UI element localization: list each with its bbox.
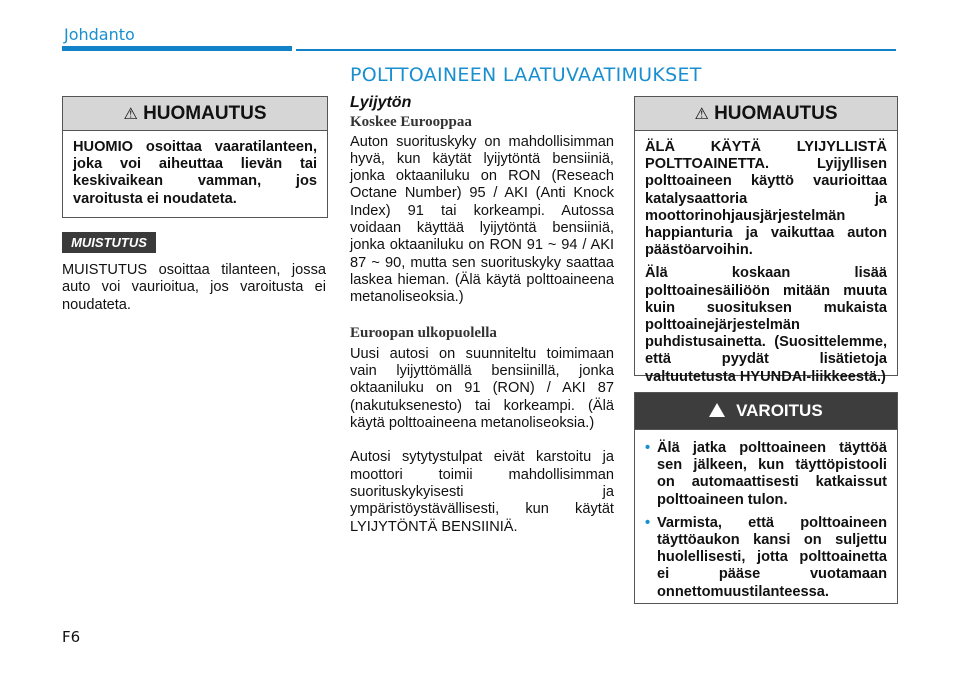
warning-item: • Varmista, että polttoaineen täyttöaukon kansi on suljettu huolellisesti, jotta polttoainetta ei pääse vuotamaan onnettomuustilanteessa. — [645, 515, 887, 601]
warning-outline-icon: ⚠ — [123, 106, 138, 123]
caution-text — [635, 131, 897, 400]
middle-column — [350, 94, 614, 536]
page-number: F6 — [62, 628, 81, 646]
section-bar — [62, 46, 292, 51]
section-label: Johdanto — [64, 25, 135, 44]
warning-header — [635, 393, 897, 430]
warning-icon — [709, 403, 725, 417]
caution-header — [63, 97, 327, 131]
page-title: POLTTOAINEEN LAATUVAATIMUKSET — [350, 64, 702, 86]
caution-header — [635, 97, 897, 131]
subheading-europe: Koskee Eurooppaa — [350, 114, 472, 131]
warning-item: • Älä jatka polttoaineen täyttöä sen jälkeen, kun täyttöpistooli on automaattisesti katkaissut polttoaineen tulon. — [645, 440, 887, 509]
caution-title: HUOMAUTUS — [714, 103, 838, 124]
caution-box-right — [634, 96, 898, 385]
heading-unleaded: Lyijytön — [350, 94, 412, 111]
warning-title: VAROITUS — [736, 401, 823, 420]
caution-title: HUOMAUTUS — [143, 103, 267, 124]
notice-text: MUISTUTUS osoittaa tilanteen, jossa auto voi vaurioitua, jos varoitusta ei noudateta. — [62, 262, 326, 313]
warning-box — [634, 392, 898, 604]
paragraph-europe: Auton suorituskyky on mahdollisimman hyvä, kun käytät lyijytöntä bensiiniä, jonka oktaaniluku on RON (Reseach Octane Number) 95 / AKI (Anti Knock Index) 91 tai korkeampi. Autossa voidaan käyttää lyijytöntä bensiiniä, jonka oktaaniluku on RON 91 ~ 94 / AKI 87 ~ 90, mutta sen suorituskyky saattaa laskea hieman. (Älä käytä polttoaineena metanoliseoksia.) — [350, 133, 614, 306]
subheading-outside-europe: Euroopan ulkopuolella — [350, 324, 497, 341]
paragraph-spark-plugs: Autosi sytytystulpat eivät karstoitu ja moottori toimii mahdollisimman suorituskykyisesti ja ympäristöystävällisesti, kun käytät LYIJYTÖNTÄ BENSIINIÄ. — [350, 449, 614, 535]
caution-text: HUOMIO osoittaa vaaratilanteen, joka voi aiheuttaa lievän tai keskivaikean vamman, jos varoitusta ei noudateta. — [73, 139, 317, 207]
caution-paragraph: Älä koskaan lisää polttoainesäiliöön mitään muuta kuin suosituksen mukaista polttoainejärjestelmän puhdistusainetta. (Suosittelemme, että pyydät lisätietoja valtuutetusta HYUNDAI-liikkeestä.) — [645, 265, 887, 385]
paragraph-outside-europe: Uusi autosi on suunniteltu toimimaan vain lyijyttömällä bensiinillä, jonka oktaaniluku on 91 (RON) / AKI 87 (nakutuksenesto) tai korkeampi. (Älä käytä polttoaineena metanoliseoksia.) — [350, 345, 614, 432]
header-rule — [296, 49, 896, 51]
warning-outline-icon: ⚠ — [694, 106, 709, 123]
warning-body — [635, 430, 897, 615]
notice-badge: MUISTUTUS — [62, 232, 156, 253]
caution-box — [62, 96, 328, 218]
caution-paragraph: ÄLÄ KÄYTÄ LYIJYLLISTÄ POLTTOAINETTA. Lyijyllisen polttoaineen käyttö vaurioittaa katalysaattoria ja moottorinohjausjärjestelmän happianturia ja vaikuttaa auton päästöarvoihin. — [645, 139, 887, 259]
